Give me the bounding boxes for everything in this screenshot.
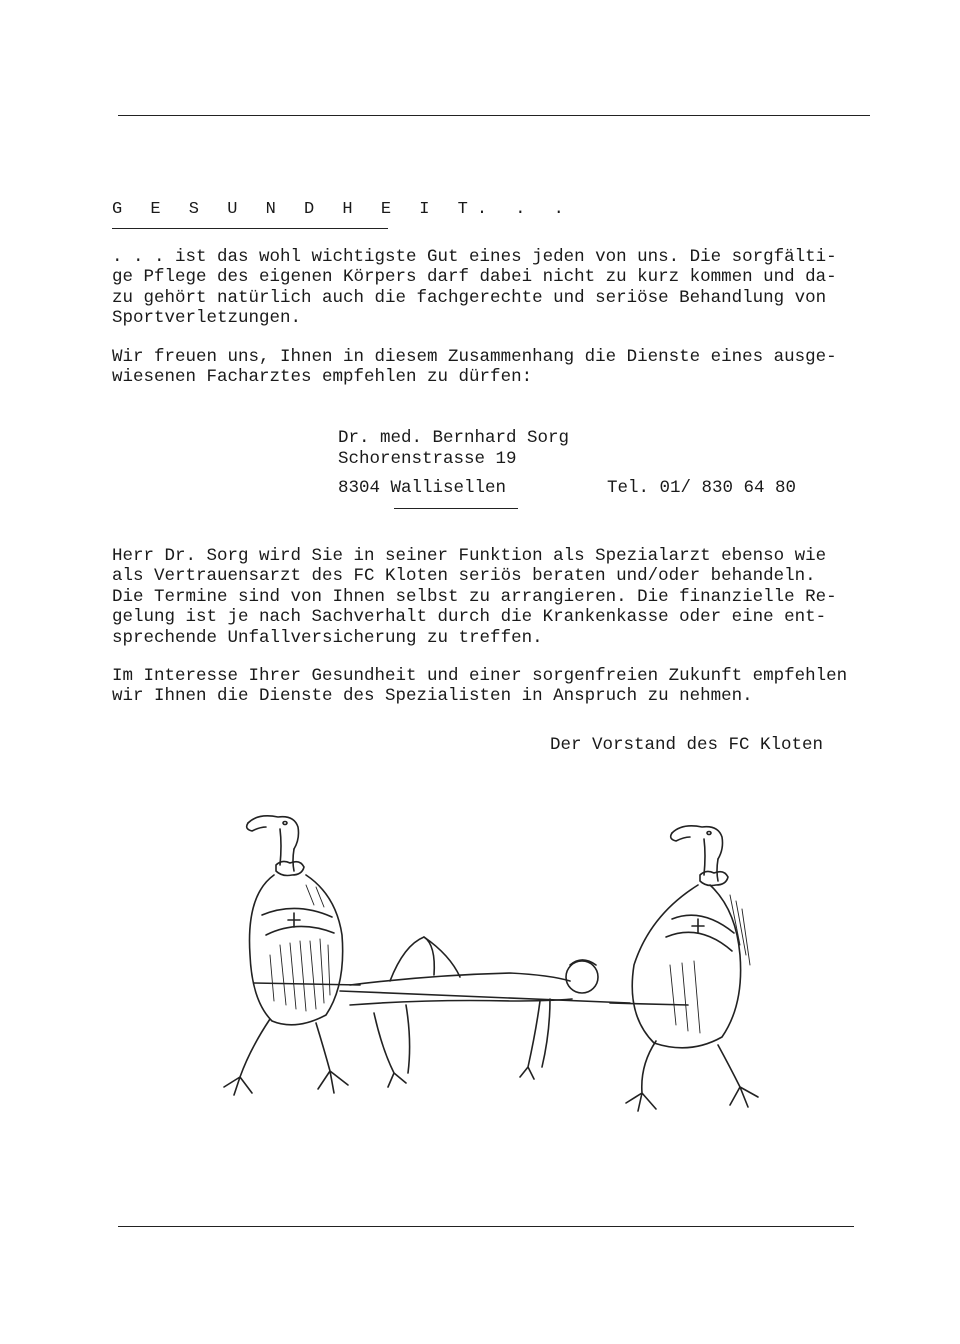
paragraph-line: Im Interesse Ihrer Gesundheit und einer sorgenfreien Zukunft empfehlen [112,666,848,686]
paragraph-line: Sportverletzungen. [112,308,302,329]
paragraph-line: Die Termine sind von Ihnen selbst zu arrangieren. Die finanzielle Re- [112,586,837,607]
paragraph-line: als Vertrauensarzt des FC Kloten seriös beraten und/oder behandeln. [112,566,816,587]
paragraph-line: gelung ist je nach Sachverhalt durch die Krankenkasse oder eine ent- [112,607,827,628]
doctor-street: Schorenstrasse 19 [338,449,517,469]
paragraph-line: zu gehört natürlich auch die fachgerechte und seriöse Behandlung von [112,287,827,308]
patient-icon [350,937,598,1087]
right-vulture-icon [610,826,758,1111]
doctor-phone: Tel. 01/ 830 64 80 [607,478,797,498]
paragraph-line: Wir freuen uns, Ihnen in diesem Zusammenhang die Dienste eines ausge- [112,347,837,367]
closing-paragraph [112,666,912,707]
paragraph-line: Herr Dr. Sorg wird Sie in seiner Funktion als Spezialarzt ebenso wie [112,546,827,566]
details-paragraph [112,546,912,648]
left-vulture-icon [224,816,360,1095]
intro-paragraph [112,247,912,329]
document-heading: G E S U N D H E I T. . . [112,200,573,219]
paragraph-line: sprechende Unfallversicherung zu treffen. [112,627,543,648]
recommendation-paragraph [112,347,912,388]
heading-underline [112,228,388,229]
vultures-carrying-stretcher-cartoon [210,805,770,1165]
bottom-rule [118,1226,854,1227]
paragraph-line: . . . ist das wohl wichtigste Gut eines jeden von uns. Die sorgfälti- [112,247,837,267]
city-underline [394,508,518,509]
doctor-city: 8304 Wallisellen [338,478,507,498]
signature: Der Vorstand des FC Kloten [550,735,824,755]
paragraph-line: wiesenen Facharztes empfehlen zu dürfen: [112,367,533,388]
top-rule [118,115,870,116]
paragraph-line: ge Pflege des eigenen Körpers darf dabei nicht zu kurz kommen und da- [112,267,837,288]
doctor-name: Dr. med. Bernhard Sorg [338,428,570,448]
paragraph-line: wir Ihnen die Dienste des Spezialisten in Anspruch zu nehmen. [112,686,753,707]
